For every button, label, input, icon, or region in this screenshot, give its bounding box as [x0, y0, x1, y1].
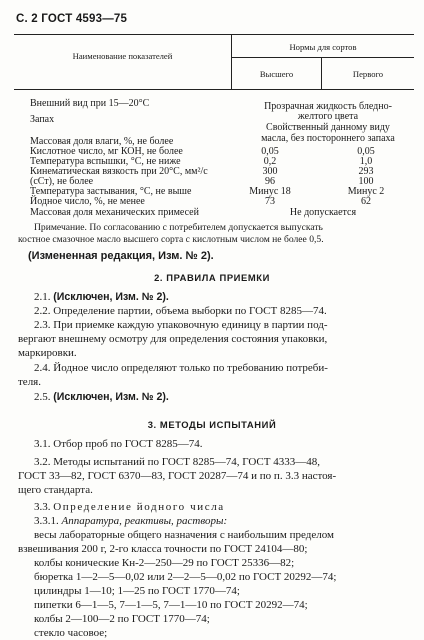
section-3-title: 3. МЕТОДЫ ИСПЫТАНИЙ — [147, 419, 277, 430]
clause-3-3-1 — [18, 514, 410, 528]
odor-label: Запах — [30, 114, 55, 125]
list-item: пипетки 6—1—5, 7—1—5, 7—1—10 по ГОСТ 20292—74; — [34, 599, 308, 611]
col-header-grade-high: Высшего — [259, 69, 294, 79]
table-header-rule — [14, 89, 414, 90]
clause-3-2-line-1: 3.2. Методы испытаний по ГОСТ 8285—74, ГОСТ 4333—48, — [34, 456, 320, 468]
list-item: колбы конические Кн-2—250—29 по ГОСТ 25336—82; — [34, 557, 295, 569]
clause-2-3-line-2: вергают внешнему осмотру для определения состояния упаковки, — [18, 333, 328, 345]
impurities-label: Массовая доля механических примесей — [30, 207, 199, 218]
page-header: С. 2 ГОСТ 4593—75 — [16, 13, 128, 25]
note-line-2: костное смазочное масло высшего сорта с кислотным числом не более 0,5. — [18, 233, 324, 245]
appearance-label: Внешний вид при 15—20°С — [30, 98, 150, 109]
pour-point-value-high: Минус 18 — [249, 186, 291, 197]
iodine-value-first: 62 — [361, 196, 371, 207]
pour-point-value-first: Минус 2 — [347, 186, 385, 197]
list-item: стекло часовое; — [34, 627, 108, 639]
viscosity-value-high: 96 — [265, 176, 275, 187]
odor-value-2: масла, без постороннего запаха — [261, 133, 395, 144]
clause-2-4-line-1: 2.4. Йодное число определяют только по требованию потреби- — [34, 362, 328, 374]
change-note: (Измененная редакция, Изм. № 2). — [28, 250, 214, 262]
clause-2-5-number: 2.5. — [34, 391, 51, 403]
clause-2-5-text: (Исключен, Изм. № 2). — [53, 391, 169, 403]
clause-3-2-line-3: щего стандарта. — [18, 484, 93, 496]
table-row-value-high: 0,2 — [263, 156, 277, 167]
clause-2-3 — [18, 318, 410, 360]
clause-2-4-line-2: теля. — [18, 376, 41, 388]
iodine-label: Йодное число, %, не менее — [30, 196, 145, 207]
pour-point-label: Температура застывания, °С, не выше — [30, 186, 192, 197]
list-item: весы лабораторные общего назначения с наибольшим пределом — [34, 529, 334, 541]
section-2-title: 2. ПРАВИЛА ПРИЕМКИ — [154, 272, 270, 283]
table-top-rule — [14, 34, 414, 35]
clause-3-2 — [18, 455, 410, 497]
clause-2-5 — [18, 390, 410, 404]
list-item: взвешивания 200 г, 2-го класса точности по ГОСТ 24104—80; — [18, 543, 308, 555]
col-header-indicator: Наименование показателей — [72, 51, 173, 61]
clause-2-2: 2.2. Определение партии, объема выборки по ГОСТ 8285—74. — [34, 305, 327, 317]
viscosity-label-2: (сСт), не более — [30, 176, 94, 187]
col-header-norms: Нормы для сортов — [289, 42, 357, 52]
table-row-label: Температура вспышки, °С, не ниже — [30, 156, 181, 167]
clause-3-3-1-title: Аппаратура, реактивы, растворы: — [61, 515, 228, 527]
table-row-value-first: 0,05 — [357, 146, 375, 157]
clause-3-1: 3.1. Отбор проб по ГОСТ 8285—74. — [34, 438, 203, 450]
list-item: колбы 2—100—2 по ГОСТ 1770—74; — [34, 613, 210, 625]
impurities-value: Не допускается — [289, 207, 357, 218]
clause-2-3-line-1: 2.3. При приемке каждую упаковочную единицу в партии под- — [34, 319, 328, 331]
clause-3-3 — [18, 500, 410, 514]
appearance-value-1: Прозрачная жидкость бледно- — [264, 101, 392, 112]
clause-3-2-line-2: ГОСТ 33—82, ГОСТ 6370—83, ГОСТ 20287—74 и по п. 3.3 настоя- — [18, 470, 337, 482]
table-row-value-high: 300 — [262, 166, 278, 177]
table-row-label: Массовая доля влаги, %, не более — [30, 136, 174, 147]
clause-2-4 — [18, 361, 410, 389]
clause-2-3-line-3: маркировки. — [18, 347, 77, 359]
iodine-value-high: 73 — [265, 196, 275, 207]
clause-3-3-title: Определение йодного числа — [53, 501, 225, 513]
viscosity-label-1: Кинематическая вязкость при 20°С, мм²/с — [30, 166, 208, 177]
clause-2-1-text: (Исключен, Изм. № 2). — [53, 291, 169, 303]
table-row-value-first: 293 — [358, 166, 374, 177]
note-line-1: Примечание. По согласованию с потребителем допускается выпускать — [34, 222, 323, 233]
table-row-value-first: 1,0 — [359, 156, 373, 167]
table-row-value-high: 0,05 — [261, 146, 279, 157]
clause-3-3-1-number: 3.3.1. — [34, 515, 59, 527]
col-header-grade-first: Первого — [352, 69, 384, 79]
table-subheader-rule — [231, 57, 414, 58]
clause-2-1-number: 2.1. — [34, 291, 51, 303]
list-item: бюретка 1—2—5—0,02 или 2—2—5—0,02 по ГОСТ 20292—74; — [34, 571, 337, 583]
list-item: цилиндры 1—10; 1—25 по ГОСТ 1770—74; — [34, 585, 240, 597]
equipment-list — [18, 528, 410, 640]
viscosity-value-first: 100 — [358, 176, 374, 187]
odor-value-1: Свойственный данному виду — [266, 122, 390, 133]
table-note — [18, 222, 410, 245]
appearance-value-2: желтого цвета — [297, 111, 359, 122]
clause-2-1 — [18, 290, 410, 304]
table-row-label: Кислотное число, мг КОН, не более — [30, 146, 183, 157]
clause-3-3-number: 3.3. — [34, 501, 51, 513]
